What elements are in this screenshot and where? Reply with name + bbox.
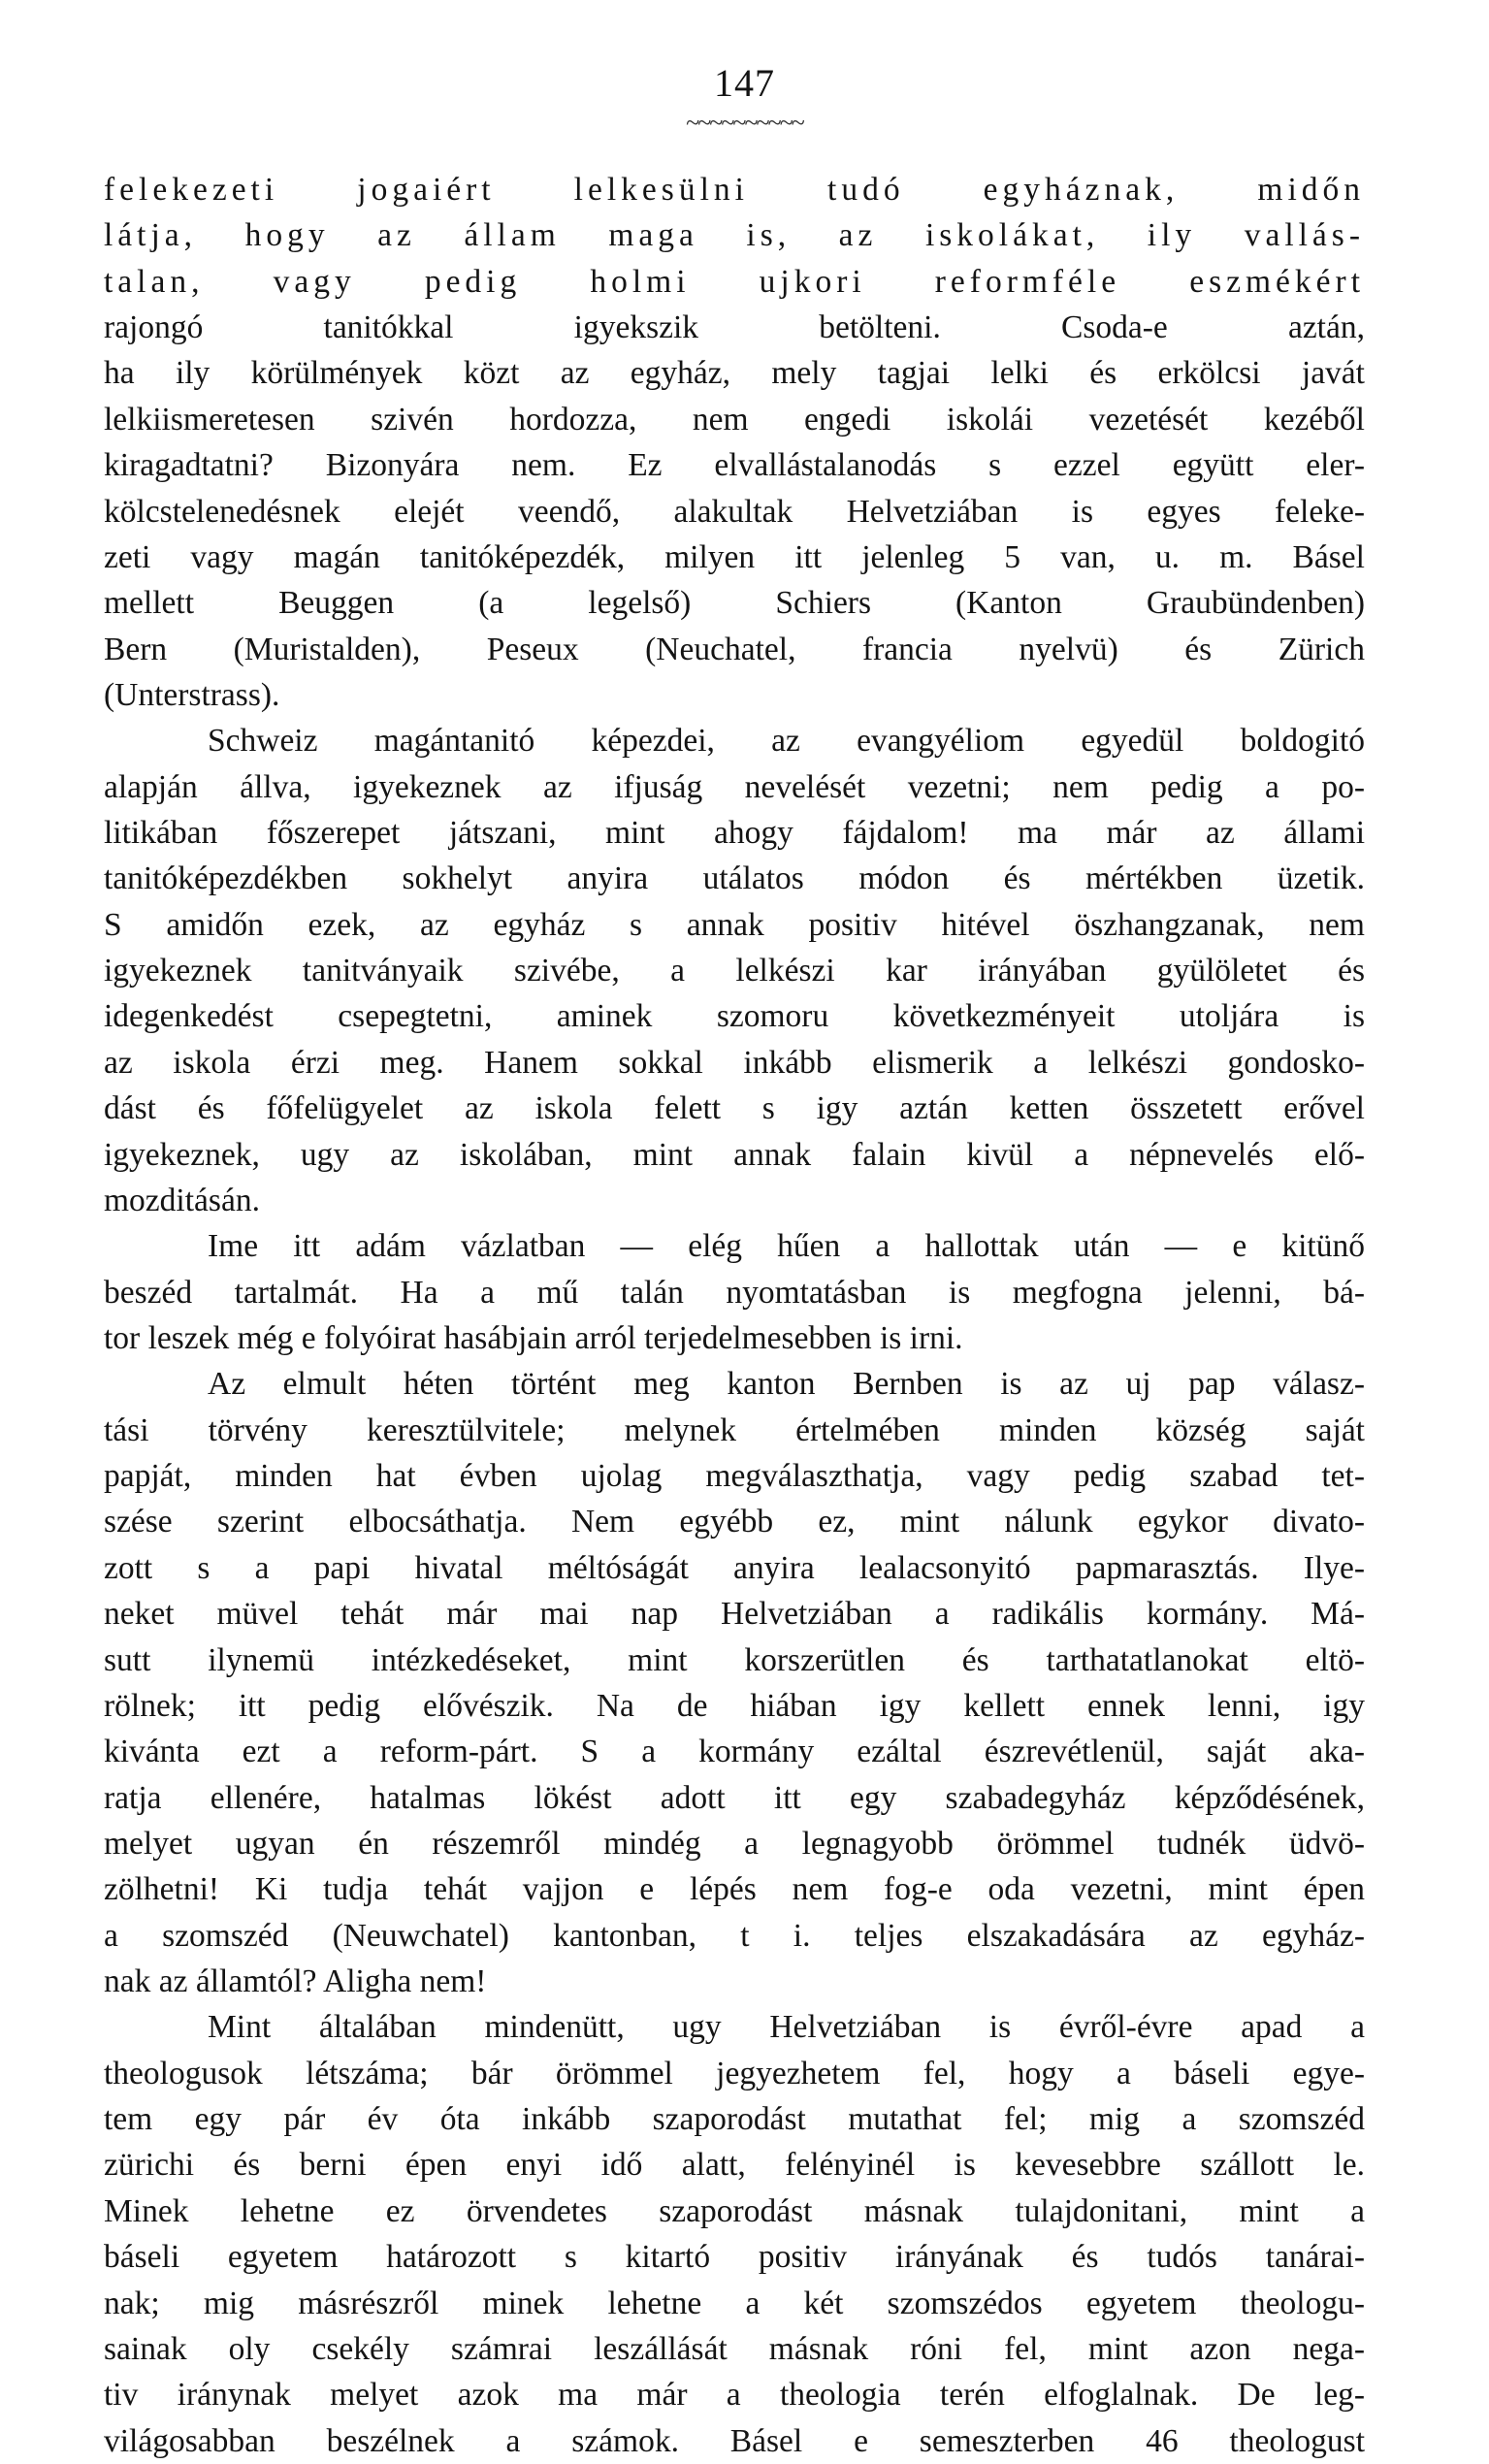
text-line: Minek lehetne ez örvendetes szaporodást másnak tulajdonitani, mint a	[104, 2192, 1365, 2229]
text-line: sutt ilynemü intézkedéseket, mint korszerütlen és tarthatatlanokat eltö-	[104, 1641, 1365, 1678]
text-line: papját, minden hat évben ujolag megválaszthatja, vagy pedig szabad tet-	[104, 1458, 1365, 1495]
text-line: Az elmult héten történt meg kanton Bernben is az uj pap válasz-	[208, 1366, 1365, 1403]
text-line: neket müvel tehát már mai nap Helvetziában a radikális kormány. Má-	[104, 1596, 1365, 1633]
text-line: Ime itt adám vázlatban — elég hűen a hallottak után — e kitünő	[208, 1228, 1365, 1265]
ornament-rule: ~~~~~~~~~~	[686, 109, 803, 137]
text-line: felekezeti jogaiért lelkesülni tudó egyháznak, midőn	[104, 172, 1365, 208]
text-line: látja, hogy az állam maga is, az iskolákat, ily vallás-	[104, 217, 1365, 254]
text-line: theologusok létszáma; bár örömmel jegyezhetem fel, hogy a báseli egye-	[104, 2055, 1365, 2091]
text-line: nak; mig másrészről minek lehetne a két szomszédos egyetem theologu-	[104, 2285, 1365, 2321]
text-line: szése szerint elbocsáthatja. Nem egyébb ez, mint nálunk egykor divato-	[104, 1504, 1365, 1540]
text-line: ha ily körülmények közt az egyház, mely tagjai lelki és erkölcsi javát	[104, 355, 1365, 392]
text-line: zölhetni! Ki tudja tehát vajjon e lépés nem fog-e oda vezetni, mint épen	[104, 1871, 1365, 1908]
text-line: Mint általában mindenütt, ugy Helvetziában is évről-évre apad a	[208, 2009, 1365, 2046]
text-line: zeti vagy magán tanitóképezdék, milyen itt jelenleg 5 van, u. m. Básel	[104, 538, 1365, 575]
text-line: rajongó tanitókkal igyekszik betölteni. Csoda-e aztán,	[104, 309, 1365, 346]
text-line: kölcstelenedésnek elejét veendő, alakultak Helvetziában is egyes feleke-	[104, 493, 1365, 530]
text-line: zürichi és berni épen enyi idő alatt, felényinél is kevesebbre szállott le.	[104, 2147, 1365, 2184]
text-line: lelkiismeretesen szivén hordozza, nem engedi iskolái vezetését kezéből	[104, 401, 1365, 438]
text-line: melyet ugyan én részemről mindég a legnagyobb örömmel tudnék üdvö-	[104, 1825, 1365, 1862]
text-line: Bern (Muristalden), Peseux (Neuchatel, francia nyelvü) és Zürich	[104, 631, 1365, 667]
text-line: ratja ellenére, hatalmas lökést adott itt egy szabadegyház képződésének,	[104, 1779, 1365, 1816]
text-line: mellett Beuggen (a legelső) Schiers (Kanton Graubündenben)	[104, 585, 1365, 622]
text-line: (Unterstrass).	[104, 676, 280, 713]
text-line: S amidőn ezek, az egyház s annak positiv hitével öszhangzanak, nem	[104, 906, 1365, 943]
text-line: kiragadtatni? Bizonyára nem. Ez elvallástalanodás s ezzel együtt eler-	[104, 447, 1365, 484]
page-number: 147	[714, 61, 775, 105]
text-line: zott s a papi hivatal méltóságát anyira lealacsonyitó papmarasztás. Ilye-	[104, 1549, 1365, 1586]
text-line: talan, vagy pedig holmi ujkori reformféle eszmékért	[104, 263, 1365, 300]
text-line: tanitóképezdékben sokhelyt anyira utálatos módon és mértékben üzetik.	[104, 860, 1365, 897]
text-line: a szomszéd (Neuwchatel) kantonban, t i. teljes elszakadására az egyház-	[104, 1917, 1365, 1954]
text-line: igyekeznek tanitványaik szivébe, a lelkészi kar irányában gyülöletet és	[104, 953, 1365, 989]
text-line: igyekeznek, ugy az iskolában, mint annak falain kivül a népnevelés elő-	[104, 1136, 1365, 1173]
text-line: mozditásán.	[104, 1182, 260, 1218]
text-line: báseli egyetem határozott s kitartó positiv irányának és tudós tanárai-	[104, 2239, 1365, 2276]
text-line: az iskola érzi meg. Hanem sokkal inkább elismerik a lelkészi gondosko-	[104, 1044, 1365, 1081]
text-line: tor leszek még e folyóirat hasábjain arról terjedelmesebben is irni.	[104, 1319, 963, 1356]
text-line: Schweiz magántanitó képezdei, az evangyéliom egyedül boldogitó	[208, 723, 1365, 760]
text-line: sainak oly csekély számrai leszállását másnak róni fel, mint azon nega-	[104, 2330, 1365, 2367]
text-line: kivánta ezt a reform-párt. S a kormány ezáltal észrevétlenül, saját aka-	[104, 1734, 1365, 1770]
text-line: tem egy pár év óta inkább szaporodást mutathat fel; mig a szomszéd	[104, 2101, 1365, 2138]
text-line: litikában főszerepet játszani, mint ahogy fájdalom! ma már az állami	[104, 815, 1365, 852]
text-line: beszéd tartalmát. Ha a mű talán nyomtatásban is megfogna jelenni, bá-	[104, 1274, 1365, 1311]
text-line: nak az államtól? Aligha nem!	[104, 1963, 487, 2000]
text-line: idegenkedést csepegtetni, aminek szomoru következményeit utoljára is	[104, 998, 1365, 1035]
text-line: tiv iránynak melyet azok ma már a theologia terén elfoglalnak. De leg-	[104, 2377, 1365, 2414]
text-line: tási törvény keresztülvitele; melynek értelmében minden község saját	[104, 1411, 1365, 1448]
text-line: dást és főfelügyelet az iskola felett s igy aztán ketten összetett erővel	[104, 1090, 1365, 1127]
text-line: alapján állva, igyekeznek az ifjuság nevelését vezetni; nem pedig a po-	[104, 768, 1365, 805]
text-line: világosabban beszélnek a számok. Básel e semeszterben 46 theologust	[104, 2422, 1365, 2459]
text-line: rölnek; itt pedig elővészik. Na de hiában igy kellett ennek lenni, igy	[104, 1687, 1365, 1724]
body-text	[104, 167, 1365, 2464]
